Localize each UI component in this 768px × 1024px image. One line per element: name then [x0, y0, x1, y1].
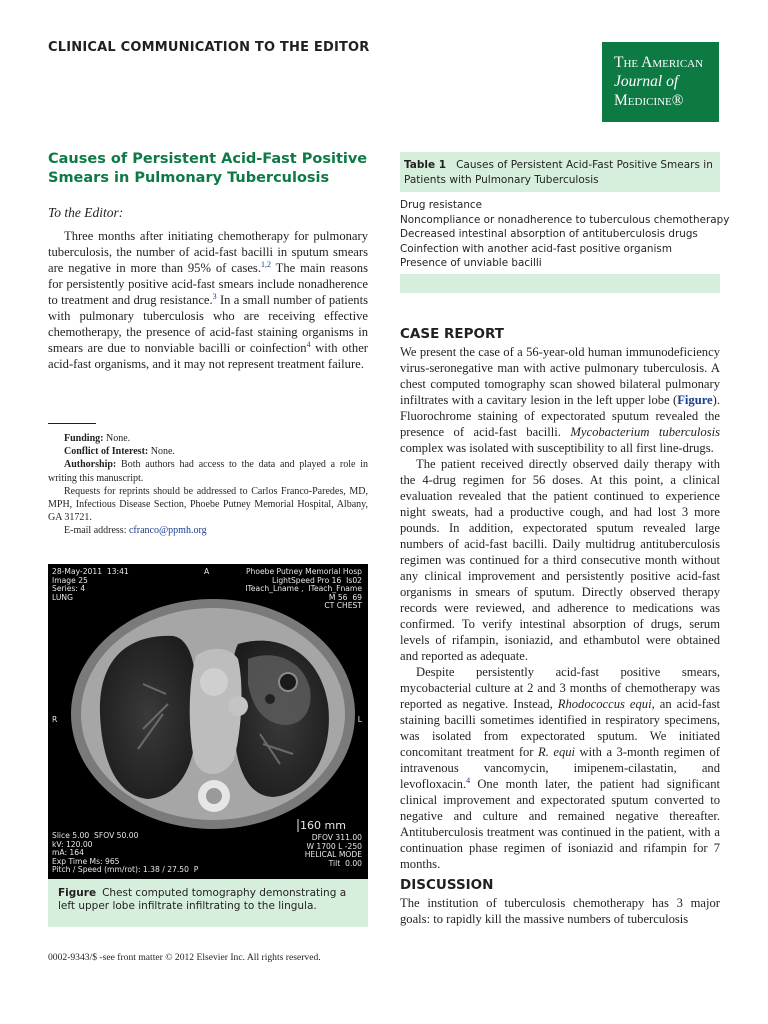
- cavitary-lesion: [279, 673, 297, 691]
- figure-link[interactable]: Figure: [677, 393, 713, 407]
- aorta: [200, 668, 228, 696]
- citation-ref[interactable]: 4: [306, 339, 311, 349]
- salutation: To the Editor:: [48, 205, 124, 220]
- footnotes: Funding: None. Conflict of Interest: None. Authorship: Both authors had access to the data and played a role in writing this manuscript. Requests for reprints should be addressed to Carlos Franco-Paredes, MD, MPH, Infectious Disease Section, Phoebe Putney Memorial Hospital, Albany, GA 31721. E-mail address: cfranco@ppmh.org: [48, 433, 368, 537]
- ct-scale-label: 160 mm: [300, 819, 346, 832]
- ct-overlay-left-marker: L: [357, 715, 362, 724]
- journal-logo-line3: Medicine®: [614, 92, 684, 109]
- citation-ref[interactable]: 4: [466, 775, 471, 785]
- copyright-line: 0002-9343/$ -see front matter © 2012 Elsevier Inc. All rights reserved.: [48, 952, 321, 963]
- vessel: [228, 696, 248, 716]
- section-heading: CLINICAL COMMUNICATION TO THE EDITOR: [48, 40, 370, 55]
- journal-logo-line1: The American: [614, 54, 704, 71]
- discussion-heading: DISCUSSION: [400, 877, 494, 893]
- citation-ref[interactable]: 1,2: [260, 259, 271, 269]
- table-footer-bar: [400, 274, 720, 293]
- spinal-canal: [206, 788, 222, 804]
- table-row: Coinfection with another acid-fast positive organism: [400, 242, 672, 255]
- article-title: Causes of Persistent Acid-Fast Positive Smears in Pulmonary Tuberculosis: [48, 151, 368, 186]
- small-cavity: [265, 694, 275, 704]
- ct-overlay-anterior: A: [204, 567, 210, 576]
- ct-overlay-top-right: Phoebe Putney Memorial Hosp LightSpeed Pro 16 Is02 ITeach_Lname , ITeach_Fname M 56 69 CT CHEST: [245, 567, 362, 611]
- discussion-paragraph: The institution of tuberculosis chemotherapy has 3 major goals: to rapidly kill the massive numbers of tuberculosis: [400, 896, 720, 926]
- email-link[interactable]: cfranco@ppmh.org: [128, 525, 207, 537]
- table-label: Table 1: [404, 159, 447, 171]
- discussion-body: [400, 895, 720, 927]
- table-row: Noncompliance or nonadherence to tuberculous chemotherapy: [400, 213, 730, 226]
- ct-overlay-bottom-left: Slice 5.00 SFOV 50.00 kV: 120.00 mA: 164 Exp Time Ms: 965 Pitch / Speed (mm/rot): 1.38 / 27.50 P: [52, 831, 199, 875]
- footnote-divider: [48, 423, 96, 424]
- ct-scan-image: [48, 564, 368, 879]
- reprints-note: Requests for reprints should be addressed to Carlos Franco-Paredes, MD, MPH, Infectious Disease Section, Phoebe Putney Memorial Hospital, Albany, GA 31721.: [48, 485, 368, 524]
- journal-logo: [602, 42, 719, 122]
- right-lung: [100, 636, 197, 799]
- ct-overlay-bottom-right: DFOV 311.00 W 1700 L -250 HELICAL MODE Tilt 0.00: [304, 833, 362, 868]
- journal-logo-line2: Journal of: [614, 73, 679, 90]
- citation-ref[interactable]: 3: [212, 291, 217, 301]
- table-row: Drug resistance: [400, 199, 483, 211]
- case-report-paragraph: Despite persistently acid-fast positive smears, mycobacterial culture at 2 and 3 months of chemotherapy was reported as negative. Instead, Rhodococcus equi, an acid-fast staining bacilli sometimes identified in respiratory specimens, was isolated from expectorated sputum. We initiated concomitant treatment for R. equi with a 3-month regimen of intravenous vancomycin, imipenem-cilastatin, and levofloxacin.$^4$ One month later, the patient had significant clinical improvement and expectorated sputum converted to negative and culture and remained negative thereafter. Antituberculosis treatment was continued in the patient, with a continuation phase regimen of isoniazid and rifampin for 7 months.: [400, 665, 720, 871]
- table-row: Presence of unviable bacilli: [400, 257, 542, 269]
- ct-overlay-right-marker: R: [52, 715, 58, 724]
- table-caption: Table 1 Causes of Persistent Acid-Fast Positive Smears in Patients with Pulmonary Tuberculosis: [400, 152, 720, 192]
- ct-overlay-top-left: 28-May-2011 13:41 Image 25 Series: 4 LUNG: [52, 567, 129, 602]
- case-report-paragraph: We present the case of a 56-year-old human immunodeficiency virus-seronegative man with active pulmonary tuberculosis. A chest computed tomography scan showed bilateral pulmonary infiltrates with a cavitary lesion in the left upper lobe (Figure). Fluorochrome staining of expectorated sputum revealed the presence of acid-fast bacilli. Mycobacterium tuberculosis complex was isolated with susceptibility to all first line-drugs.: [400, 345, 721, 455]
- case-report-body: [400, 344, 720, 872]
- table-row: Decreased intestinal absorption of antituberculosis drugs: [400, 228, 698, 240]
- intro-paragraph: Three months after initiating chemotherapy for pulmonary tuberculosis, the number of acid-fast bacilli in sputum smears are negative in more than 95% of cases.$^{1,2}$ The main reasons for persistently positive acid-fast smears include nonadherence to treatment and drug resistance.$^3$ In a small number of patients with pulmonary tuberculosis who are receiving effective chemotherapy, the presence of acid-fast staining organisms in smears are due to nonviable bacilli or coinfection$^4$ with other acid-fast organisms, and it may not represent treatment failure.: [48, 229, 368, 371]
- case-report-heading: CASE REPORT: [400, 326, 504, 342]
- case-report-paragraph: The patient received directly observed daily therapy with the 4-drug regimen for 56 doses. At this point, a clinical evaluation revealed that the patient continued to experience night sweats, had a productive cough, and had lost 3 more pounds. In addition, expectorated sputum revealed large numbers of acid-fast bacilli. Daily multidrug antituberculosis regimen was continued for a third consecutive month without any clinical improvement and persistently positive acid-fast organisms in smears of sputum. Directly observed therapy records were reviewed, and adherence to medications was confirmed. To verify intestinal absorption of drugs, serum levels of rifampin, isoniazid, and ethambutol were obtained and reported as adequate.: [400, 457, 720, 663]
- table-body: [400, 198, 730, 271]
- figure-label: Figure: [58, 887, 97, 899]
- figure-caption: Figure Chest computed tomography demonstrating a left upper lobe infiltrate infiltrating to the lingula.: [48, 879, 368, 927]
